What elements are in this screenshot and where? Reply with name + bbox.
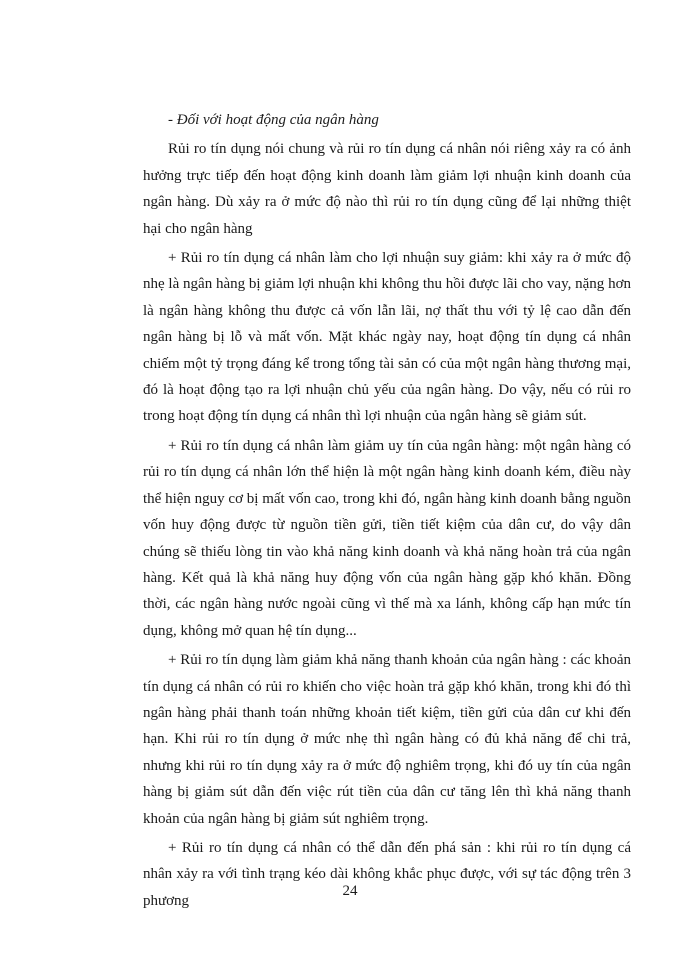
paragraph-bankruptcy: + Rủi ro tín dụng cá nhân có thể dẫn đến phá sản : khi rủi ro tín dụng cá nhân xảy ra với tình trạng kéo dài không khắc phục được, với sự tác động trên 3 phương (143, 839, 631, 909)
paragraph-profit-decline: + Rủi ro tín dụng cá nhân làm cho lợi nhuận suy giảm: khi xảy ra ở mức độ nhẹ là ngân hàng bị giảm lợi nhuận khi không thu hồi được lãi cho vay, nặng hơn là ngân hàng không thu được cả vốn lẫn lãi, nợ thất thu với tỷ lệ cao dẫn đến ngân hàng bị lỗ và mất vốn. Mặt khác ngày nay, hoạt động tín dụng cá nhân chiếm một tỷ trọng đáng kể trong tổng tài sản có của một ngân hàng thương mại, đó là hoạt động tạo ra lợi nhuận chủ yếu của ngân hàng. Do vậy, nếu có rủi ro trong hoạt động tín dụng cá nhân thì lợi nhuận của ngân hàng sẽ giảm sút. (143, 250, 631, 425)
section-heading: - Đối với hoạt động của ngân hàng (168, 112, 379, 128)
paragraph-liquidity-loss: + Rủi ro tín dụng làm giảm khả năng thanh khoản của ngân hàng : các khoản tín dụng cá nhân có rủi ro khiến cho việc hoàn trả gặp khó khăn, trong khi đó thì ngân hàng phải thanh toán những khoản tiết kiệm, tiền gửi của dân cư khi đến hạn. Khi rủi ro tín dụng ở mức nhẹ thì ngân hàng có đủ khả năng để chi trả, nhưng khi rủi ro tín dụng xảy ra ở mức độ nghiêm trọng, khi đó uy tín của ngân hàng bị giảm sút dẫn đến việc rút tiền của dân cư tăng lên thì khả năng thanh khoản của ngân hàng bị giảm sút nghiêm trọng. (143, 652, 631, 827)
paragraph-intro: Rủi ro tín dụng nói chung và rủi ro tín dụng cá nhân nói riêng xảy ra có ảnh hưởng trực tiếp đến hoạt động kinh doanh làm giảm lợi nhuận kinh doanh của ngân hàng. Dù xảy ra ở mức độ nào thì rủi ro tín dụng cũng để lại những thiệt hại cho ngân hàng (143, 141, 631, 237)
body-text (143, 107, 631, 914)
paragraph-reputation-loss: + Rủi ro tín dụng cá nhân làm giảm uy tín của ngân hàng: một ngân hàng có rủi ro tín dụng cá nhân lớn thể hiện là một ngân hàng kinh doanh kém, điều này thể hiện nguy cơ bị mất vốn cao, trong khi đó, ngân hàng kinh doanh bằng nguồn vốn huy động được từ nguồn tiền gửi, tiền tiết kiệm của dân cư, do vậy dân chúng sẽ thiếu lòng tin vào khả năng kinh doanh và khả năng hoàn trả của ngân hàng. Kết quả là khả năng huy động vốn của ngân hàng gặp khó khăn. Đồng thời, các ngân hàng nước ngoài cũng vì thế mà xa lánh, không cấp hạn mức tín dụng, không mở quan hệ tín dụng... (143, 437, 631, 639)
page-number: 24 (342, 883, 358, 899)
